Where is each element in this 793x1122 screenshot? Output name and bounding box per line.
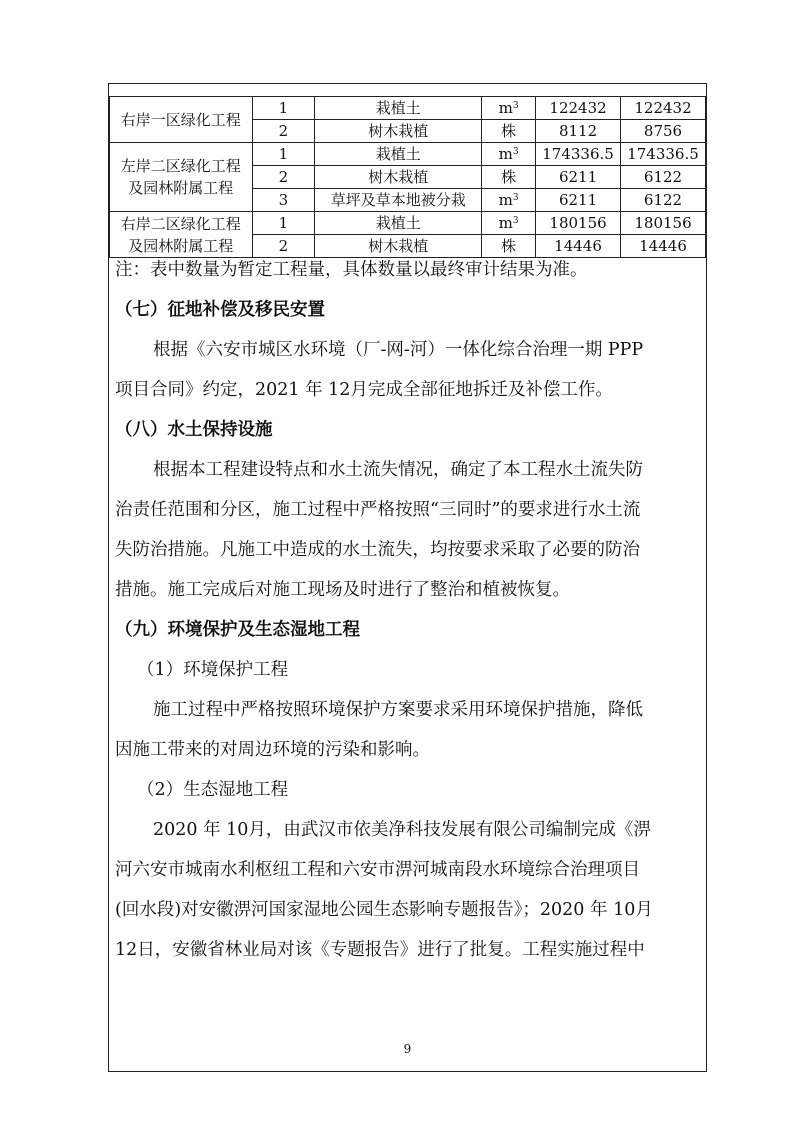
row-unit: 株 — [482, 235, 536, 258]
table-note: 注：表中数量为暂定工程量，具体数量以最终审计结果为准。 — [115, 260, 588, 280]
row-item: 树木栽植 — [315, 166, 482, 189]
paragraph-line: 2020 年 10月，由武汉市依美净科技发展有限公司编制完成《淠 — [153, 820, 651, 840]
row-value-1: 14446 — [536, 235, 621, 258]
row-value-2: 8756 — [621, 120, 706, 143]
paragraph-line: 治责任范围和分区，施工过程中严格按照“三同时”的要求进行水土流 — [115, 500, 641, 520]
table-row — [110, 143, 706, 166]
row-unit: 株 — [482, 166, 536, 189]
paragraph-line: 措施。施工完成后对施工现场及时进行了整治和植被恢复。 — [115, 580, 570, 600]
subsection-1-heading: （1）环境保护工程 — [137, 660, 289, 680]
paragraph-line: 失防治措施。凡施工中造成的水土流失，均按要求采取了必要的防治 — [115, 540, 640, 560]
row-item: 栽植土 — [315, 143, 482, 166]
row-unit: 株 — [482, 120, 536, 143]
body-text — [115, 250, 703, 970]
paragraph-line: 根据《六安市城区水环境（厂-网-河）一体化综合治理一期 PPP — [153, 340, 644, 360]
paragraph-line: 12日，安徽省林业局对该《专题报告》进行了批复。工程实施过程中 — [115, 940, 645, 960]
row-unit: $m^3$ — [482, 97, 536, 120]
row-value-2: 122432 — [621, 97, 706, 120]
paragraph-line: (回水段)对安徽淠河国家湿地公园生态影响专题报告》；2020 年 10月 — [115, 900, 653, 920]
row-unit: $m^3$ — [482, 143, 536, 166]
row-value-1: 174336.5 — [536, 143, 621, 166]
subsection-2-heading: （2）生态湿地工程 — [137, 780, 289, 800]
row-item: 栽植土 — [315, 97, 482, 120]
row-value-1: 122432 — [536, 97, 621, 120]
row-no: 2 — [252, 120, 315, 143]
row-item: 树木栽植 — [315, 120, 482, 143]
paragraph-line: 因施工带来的对周边环境的污染和影响。 — [115, 740, 430, 760]
row-value-1: 6211 — [536, 189, 621, 212]
row-no: 1 — [252, 97, 315, 120]
row-value-2: 174336.5 — [621, 143, 706, 166]
row-item: 栽植土 — [315, 212, 482, 235]
row-no: 2 — [252, 166, 315, 189]
row-value-1: 6211 — [536, 166, 621, 189]
page-number: 9 — [403, 1042, 412, 1056]
row-no: 2 — [252, 235, 315, 258]
row-item: 树木栽植 — [315, 235, 482, 258]
row-item: 草坪及草本地被分栽 — [315, 189, 482, 212]
row-value-2: 6122 — [621, 166, 706, 189]
section-9-heading: （九）环境保护及生态湿地工程 — [115, 620, 360, 640]
section-7-heading: （七）征地补偿及移民安置 — [115, 300, 325, 320]
table-row — [110, 97, 706, 120]
section-8-heading: （八）水土保持设施 — [115, 420, 273, 440]
document-frame — [108, 83, 707, 1072]
row-no: 1 — [252, 212, 315, 235]
paragraph-line: 河六安市城南水利枢纽工程和六安市淠河城南段水环境综合治理项目 — [115, 860, 640, 880]
row-value-1: 180156 — [536, 212, 621, 235]
row-unit: $m^3$ — [482, 189, 536, 212]
row-no: 1 — [252, 143, 315, 166]
quantity-table — [109, 96, 706, 258]
paragraph-line: 施工过程中严格按照环境保护方案要求采用环境保护措施，降低 — [153, 700, 643, 720]
paragraph-line: 根据本工程建设特点和水土流失情况，确定了本工程水土流失防 — [153, 460, 643, 480]
group-name-cell: 右岸一区绿化工程 — [110, 97, 253, 143]
group-name-cell: 右岸二区绿化工程 及园林附属工程 — [110, 212, 253, 258]
row-value-2: 14446 — [621, 235, 706, 258]
row-value-1: 8112 — [536, 120, 621, 143]
group-name-cell: 左岸二区绿化工程 及园林附属工程 — [110, 143, 253, 212]
row-value-2: 6122 — [621, 189, 706, 212]
table-row — [110, 212, 706, 235]
row-unit: $m^3$ — [482, 212, 536, 235]
paragraph-line: 项目合同》约定，2021 年 12月完成全部征地拆迁及补偿工作。 — [115, 380, 613, 400]
row-value-2: 180156 — [621, 212, 706, 235]
row-no: 3 — [252, 189, 315, 212]
